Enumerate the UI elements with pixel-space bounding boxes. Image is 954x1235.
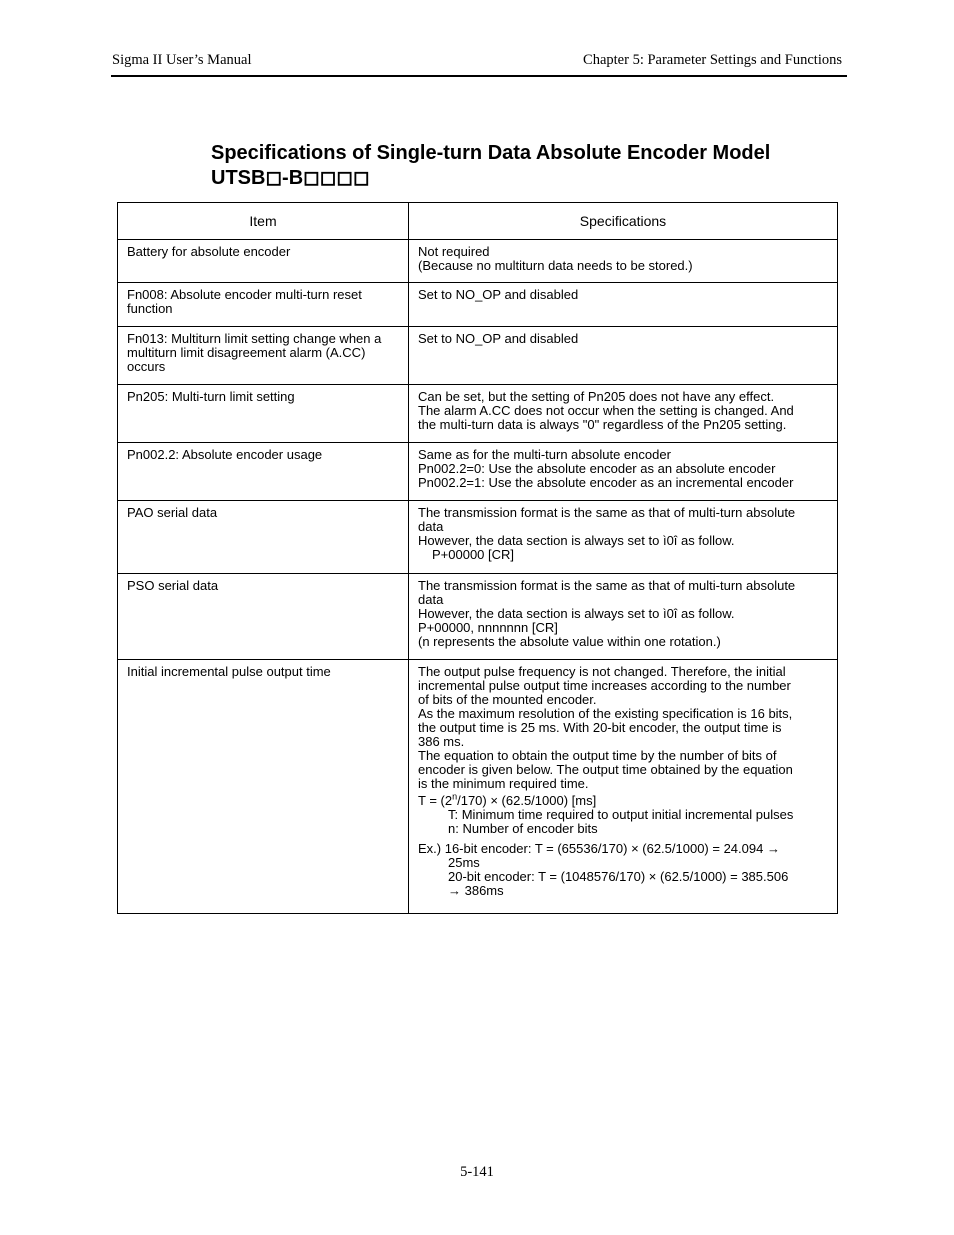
table-row <box>118 443 838 501</box>
spec-cell <box>409 385 838 443</box>
spec-text: data <box>418 592 444 607</box>
spec-text: data <box>418 519 444 534</box>
spec-cell <box>409 574 838 660</box>
item-text: function <box>127 301 173 316</box>
example-line: 20-bit encoder: T = (1048576/170) × (62.5/1000) = 385.506 <box>448 869 789 884</box>
table-row <box>118 501 838 574</box>
formula-where: T: Minimum time required to output initial incremental pulses <box>448 807 794 822</box>
example-line: 25ms <box>448 855 480 870</box>
formula-suffix: /170) × (62.5/1000) [ms] <box>457 793 597 808</box>
table-header-row <box>118 203 838 240</box>
spec-text: the output time is 25 ms. With 20-bit encoder, the output time is <box>418 720 782 735</box>
column-header-specifications: Specifications <box>409 203 838 240</box>
section-title-line-2: UTSB◻-B◻◻◻◻ <box>211 167 370 189</box>
item-text: Fn013: Multiturn limit setting change when a <box>127 331 382 346</box>
formula-where: n: Number of encoder bits <box>448 821 598 836</box>
item-cell <box>118 501 409 574</box>
table-row <box>118 385 838 443</box>
item-cell <box>118 574 409 660</box>
spec-cell <box>409 240 838 283</box>
spec-text: However, the data section is always set to ì0î as follow. <box>418 606 735 621</box>
spec-text: P+00000 [CR] <box>432 547 515 562</box>
formula <box>418 791 829 808</box>
spec-text: the multi-turn data is always "0" regardless of the Pn205 setting. <box>418 417 787 432</box>
spec-cell <box>409 283 838 327</box>
spec-text: (n represents the absolute value within one rotation.) <box>418 634 721 649</box>
item-text: Fn008: Absolute encoder multi-turn reset <box>127 287 362 302</box>
header-rule <box>111 75 847 77</box>
example-line: → 386ms <box>448 883 504 898</box>
spec-cell <box>409 501 838 574</box>
column-header-item: Item <box>118 203 409 240</box>
spec-text: Set to NO_OP and disabled <box>418 287 579 302</box>
item-text: multiturn limit disagreement alarm (A.CC) <box>127 345 366 360</box>
spec-text: Pn002.2=0: Use the absolute encoder as an absolute encoder <box>418 461 776 476</box>
header-manual-title: Sigma II User’s Manual <box>112 52 252 68</box>
item-text: PSO serial data <box>127 578 219 593</box>
spec-text: 386 ms. <box>418 734 465 749</box>
table-row <box>118 660 838 914</box>
spec-text: The transmission format is the same as that of multi-turn absolute <box>418 505 796 520</box>
item-cell <box>118 240 409 283</box>
specifications-table <box>117 202 838 914</box>
item-cell <box>118 660 409 914</box>
spec-cell <box>409 443 838 501</box>
spec-cell <box>409 327 838 385</box>
item-text: Battery for absolute encoder <box>127 244 291 259</box>
spec-text: (Because no multiturn data needs to be stored.) <box>418 258 693 273</box>
spec-cell <box>409 660 838 914</box>
item-text: occurs <box>127 359 166 374</box>
formula-exponent: n <box>452 791 458 802</box>
spec-text: Pn002.2=1: Use the absolute encoder as an incremental encoder <box>418 475 794 490</box>
item-cell <box>118 385 409 443</box>
spec-text: is the minimum required time. <box>418 776 589 791</box>
table-row <box>118 574 838 660</box>
item-text: PAO serial data <box>127 505 218 520</box>
spec-text: The transmission format is the same as that of multi-turn absolute <box>418 578 796 593</box>
spec-text: incremental pulse output time increases according to the number <box>418 678 791 693</box>
section-title <box>211 141 851 191</box>
item-text: Pn205: Multi-turn limit setting <box>127 389 295 404</box>
item-cell <box>118 283 409 327</box>
section-title-line-1: Specifications of Single-turn Data Absolute Encoder Model <box>211 142 771 164</box>
table-row <box>118 283 838 327</box>
spec-text: However, the data section is always set to ì0î as follow. <box>418 533 735 548</box>
header-chapter-title: Chapter 5: Parameter Settings and Functions <box>583 52 842 68</box>
item-cell <box>118 443 409 501</box>
spec-text: The alarm A.CC does not occur when the setting is changed. And <box>418 403 794 418</box>
spec-text: Same as for the multi-turn absolute encoder <box>418 447 671 462</box>
spec-text: P+00000, nnnnnnn [CR] <box>418 620 558 635</box>
spec-text: encoder is given below. The output time obtained by the equation <box>418 762 793 777</box>
table-row <box>118 240 838 283</box>
spec-text: of bits of the mounted encoder. <box>418 692 597 707</box>
item-text: Pn002.2: Absolute encoder usage <box>127 447 323 462</box>
spec-text: The equation to obtain the output time by the number of bits of <box>418 748 777 763</box>
spec-text: Not required <box>418 244 490 259</box>
item-cell <box>118 327 409 385</box>
spec-text: The output pulse frequency is not changed. Therefore, the initial <box>418 664 786 679</box>
spec-text: As the maximum resolution of the existing specification is 16 bits, <box>418 706 793 721</box>
item-text: Initial incremental pulse output time <box>127 664 331 679</box>
example-line: Ex.) 16-bit encoder: T = (65536/170) × (62.5/1000) = 24.094 → <box>418 841 780 856</box>
formula-prefix: T = (2 <box>418 793 453 808</box>
page-number: 5-141 <box>460 1164 494 1180</box>
spec-text: Set to NO_OP and disabled <box>418 331 579 346</box>
spec-text: Can be set, but the setting of Pn205 does not have any effect. <box>418 389 775 404</box>
table-row <box>118 327 838 385</box>
